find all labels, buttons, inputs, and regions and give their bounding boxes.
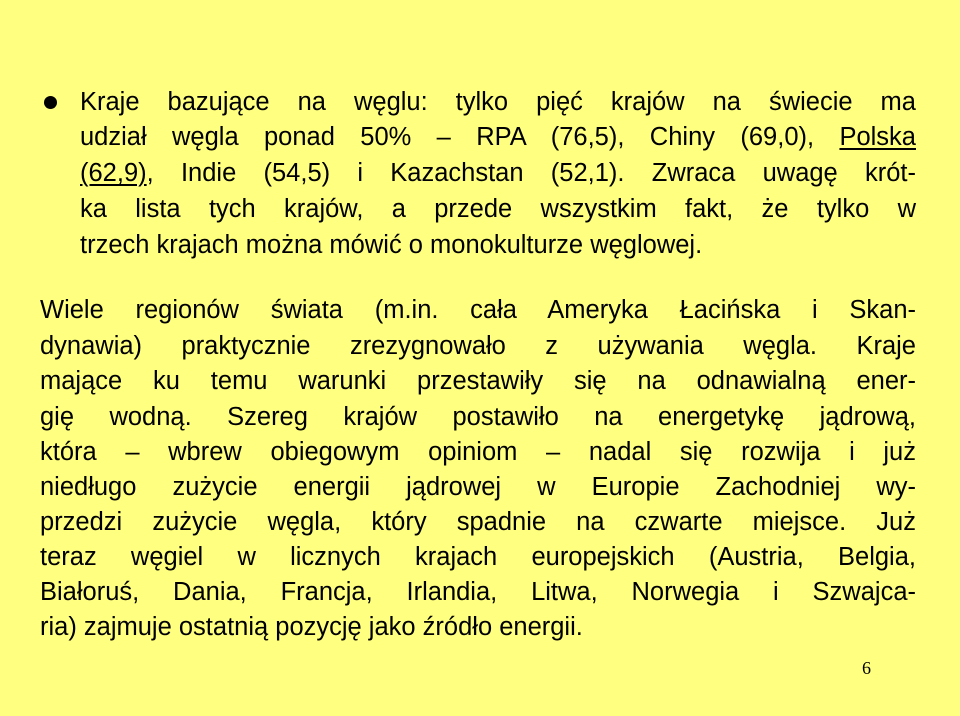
text-line <box>80 156 916 190</box>
bullet-icon <box>44 96 57 109</box>
text-line: która – wbrew obiegowym opiniom – nadal się rozwija i już <box>40 438 916 466</box>
text-line: gię wodną. Szereg krajów postawiło na energetykę jądrową, <box>40 403 916 431</box>
text-line: trzech krajach można mówić o monokulturze węglowej. <box>80 231 703 259</box>
page-number: 6 <box>862 658 871 678</box>
text-line: przedzi zużycie węgla, który spadnie na czwarte miejsce. Już <box>40 508 916 536</box>
text-line: Kraje bazujące na węglu: tylko pięć krajów na świecie ma <box>80 88 916 116</box>
text-line: ka lista tych krajów, a przede wszystkim fakt, że tylko w <box>80 195 916 223</box>
text-line: niedługo zużycie energii jądrowej w Europie Zachodniej wy- <box>40 473 916 501</box>
text-line: teraz węgiel w licznych krajach europejskich (Austria, Belgia, <box>40 543 916 571</box>
text-line <box>80 120 916 154</box>
text-segment: , Indie (54,5) i Kazachstan (52,1). Zwraca uwagę krót- <box>146 159 916 187</box>
poland-link[interactable]: Polska <box>839 123 916 151</box>
text-line: mające ku temu warunki przestawiły się na odnawialną ener- <box>40 367 916 395</box>
text-line: ria) zajmuje ostatnią pozycję jako źródło energii. <box>40 613 583 641</box>
text-line: dynawia) praktycznie zrezygnowało z używania węgla. Kraje <box>40 332 916 360</box>
text-segment: udział węgla ponad 50% – RPA (76,5), Chiny (69,0), <box>80 123 840 151</box>
text-line: Wiele regionów świata (m.in. cała Ameryka Łacińska i Skan- <box>40 296 916 324</box>
text-line: Białoruś, Dania, Francja, Irlandia, Litwa, Norwegia i Szwajca- <box>40 578 916 606</box>
poland-value-link[interactable]: (62,9) <box>80 159 147 187</box>
